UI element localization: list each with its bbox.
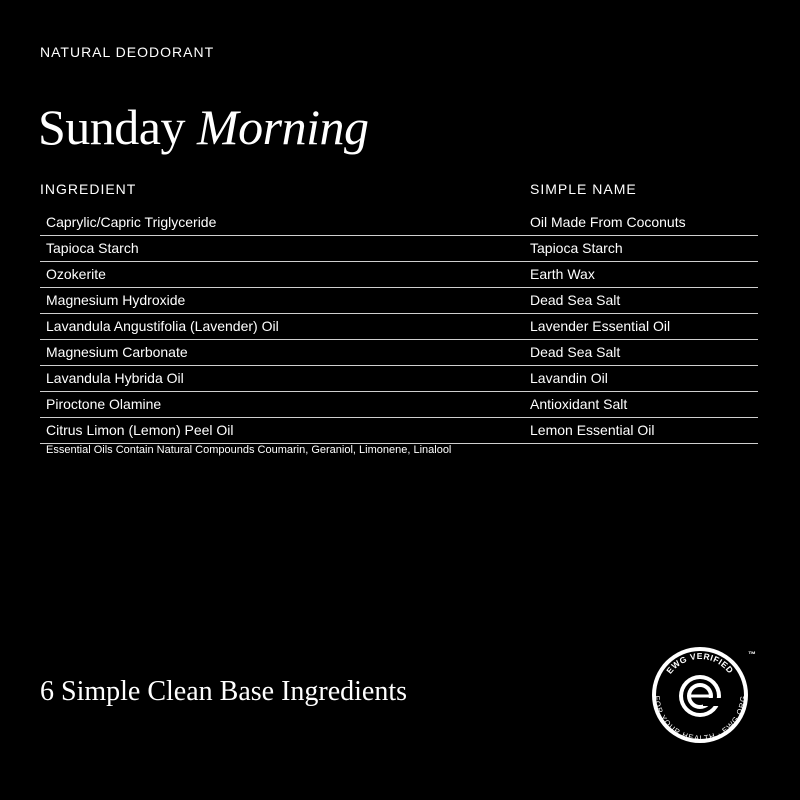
simple-name: Lavandin Oil bbox=[530, 370, 608, 386]
ingredient-name: Piroctone Olamine bbox=[46, 396, 162, 412]
ingredient-name: Citrus Limon (Lemon) Peel Oil bbox=[46, 422, 234, 438]
column-header-ingredient: INGREDIENT bbox=[40, 181, 137, 197]
trademark-symbol: ™ bbox=[748, 650, 756, 659]
simple-name: Earth Wax bbox=[530, 266, 595, 282]
simple-name: Lavender Essential Oil bbox=[530, 318, 671, 334]
table-row bbox=[40, 418, 758, 444]
ingredient-name: Magnesium Hydroxide bbox=[46, 292, 186, 308]
title-regular: Sunday bbox=[38, 98, 185, 155]
ingredient-name: Lavandula Hybrida Oil bbox=[46, 370, 184, 386]
simple-name: Dead Sea Salt bbox=[530, 344, 621, 360]
table-row bbox=[40, 314, 758, 340]
ingredient-name: Tapioca Starch bbox=[46, 240, 139, 256]
seal-top-text: EWG VERIFIED bbox=[664, 650, 736, 676]
ingredient-name: Magnesium Carbonate bbox=[46, 344, 188, 360]
table-row bbox=[40, 392, 758, 418]
table-row bbox=[40, 236, 758, 262]
table-row bbox=[40, 262, 758, 288]
title-italic: Morning bbox=[197, 98, 369, 155]
ingredients-table bbox=[40, 210, 758, 444]
simple-name: Antioxidant Salt bbox=[530, 396, 628, 412]
ewg-verified-seal bbox=[650, 645, 750, 745]
eyebrow-label: NATURAL DEODORANT bbox=[40, 44, 215, 60]
simple-name: Lemon Essential Oil bbox=[530, 422, 655, 438]
ingredient-name: Ozokerite bbox=[46, 266, 106, 282]
ingredient-name: Lavandula Angustifolia (Lavender) Oil bbox=[46, 318, 279, 334]
table-row bbox=[40, 210, 758, 236]
simple-name: Dead Sea Salt bbox=[530, 292, 621, 308]
simple-name: Oil Made From Coconuts bbox=[530, 214, 686, 230]
table-row bbox=[40, 340, 758, 366]
column-header-simple-name: SIMPLE NAME bbox=[530, 181, 637, 197]
footnote: Essential Oils Contain Natural Compounds Coumarin, Geraniol, Limonene, Linalool bbox=[46, 444, 452, 456]
simple-name: Tapioca Starch bbox=[530, 240, 623, 256]
table-row bbox=[40, 366, 758, 392]
product-title bbox=[38, 98, 369, 155]
seal-bottom-text: FOR YOUR HEALTH · EWG.ORG bbox=[652, 695, 748, 743]
ingredient-name: Caprylic/Capric Triglyceride bbox=[46, 214, 217, 230]
tagline: 6 Simple Clean Base Ingredients bbox=[40, 676, 408, 707]
table-row bbox=[40, 288, 758, 314]
